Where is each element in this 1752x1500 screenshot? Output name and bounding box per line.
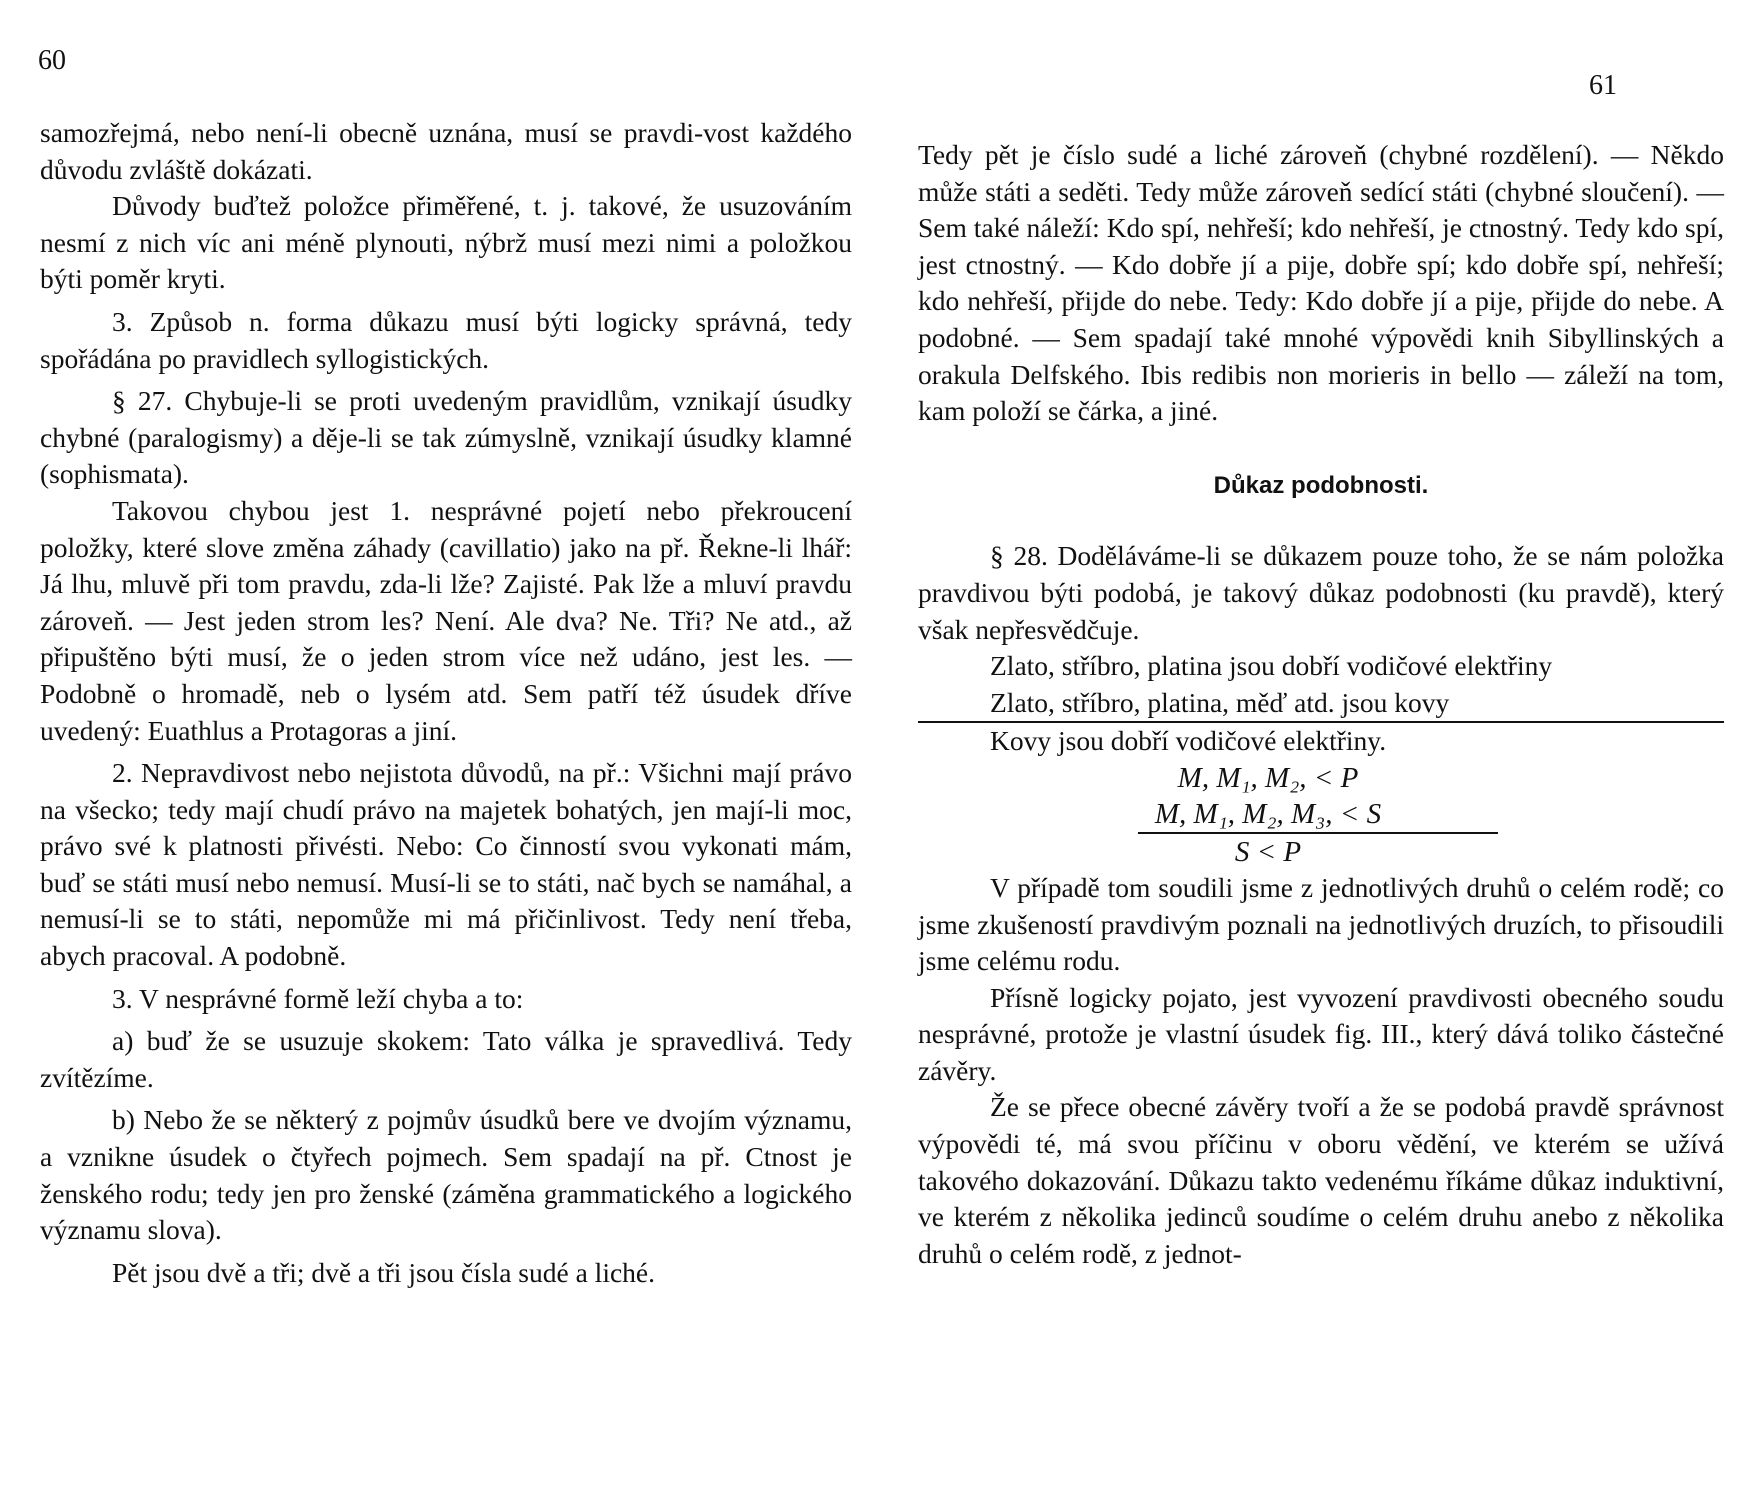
- formula-line-3: S < P: [1234, 835, 1302, 868]
- paragraph: Že se přece obecné závěry tvoří a že se podobá pravdě správnost výpovědi té, má svou příčinu v oboru vědění, ve kterém se užívá takového dokazování. Důkazu takto vedenému říkáme důkaz induktivní, ve kterém z několika jedinců soudíme o celém druhu anebo z několika druhů o celém rodě, z jednot-: [918, 1091, 1724, 1269]
- paragraph-section-28: § 28. Doděláváme-li se důkazem pouze toho, že se nám položka pravdivou býti podobá, je takový důkaz podobnosti (ku pravdě), který však nepřesvědčuje.: [918, 540, 1724, 645]
- section-heading: Důkaz podobnosti.: [1213, 471, 1429, 499]
- syllogism-premise-2: Zlato, stříbro, platina, měď atd. jsou kovy: [990, 686, 1450, 718]
- paragraph: samozřejmá, nebo není-li obecně uznána, musí se pravdi-vost každého důvodu zvláště dokázati.: [40, 117, 852, 185]
- page-number-left: 60: [38, 45, 66, 76]
- syllogism-premise-1: Zlato, stříbro, platina jsou dobří vodičové elektřiny: [990, 650, 1553, 682]
- paragraph: b) Nebo že se některý z pojmův úsudků bere ve dvojím významu, a vznikne úsudek o čtyřech pojmech. Sem spadají na př. Ctnost je ženského rodu; tedy jen pro ženské (záměna grammatického a logického významu slova).: [40, 1104, 852, 1246]
- formula-line-2: M, M₁, M₂, M₃, < S: [1154, 797, 1382, 830]
- paragraph: a) buď že se usuzuje skokem: Tato válka je spravedlivá. Tedy zvítězíme.: [40, 1025, 852, 1093]
- paragraph: 3. V nesprávné formě leží chyba a to:: [112, 982, 524, 1014]
- formula-line-1: M, M₁, M₂, < P: [1177, 761, 1359, 794]
- paragraph: Přísně logicky pojato, jest vyvození pravdivosti obecného soudu nesprávné, protože je vlastní úsudek fig. III., který dává toliko částečné závěry.: [918, 981, 1724, 1086]
- paragraph: Důvody buďtež položce přiměřené, t. j. takové, že usuzováním nesmí z nich víc ani méně plynouti, nýbrž musí mezi nimi a položkou býti poměr kryti.: [40, 190, 852, 295]
- syllogism-conclusion: Kovy jsou dobří vodičové elektřiny.: [990, 725, 1387, 757]
- page-number-right: 61: [1589, 70, 1617, 101]
- paragraph: 2. Nepravdivost nebo nejistota důvodů, na př.: Všichni mají právo na všecko; tedy mají chudí právo na majetek bohatých, jen mají-li moc, právo své k platnosti přivésti. Nebo: Co činností svou vykonati mám, buď se státi musí nebo nemusí. Musí-li se to státi, nač bych se namáhal, a nemusí-li se to státi, nepomůže mi má přičinlivost. Tedy není třeba, abych pracoval. A podobně.: [40, 757, 852, 972]
- right-page-text: [918, 137, 1724, 1272]
- paragraph: V případě tom soudili jsme z jednotlivých druhů o celém rodě; co jsme zkušeností pravdivým poznali na jednotlivých druzích, to přisoudili jsme celému rodu.: [918, 871, 1724, 977]
- paragraph: Takovou chybou jest 1. nesprávné pojetí nebo překroucení položky, které slove změna záhady (cavillatio) jako na př. Řekne-li lhář: Já lhu, mluvě při tom pravdu, zda-li lže? Zajisté. Pak lže a mluví pravdu zároveň. — Jest jeden strom les? Není. Ale dva? Ne. Tři? Ne atd., až připuštěno býti musí, že o jeden strom více než udáno, jest les. — Podobně o hromadě, neb o lysém atd. Sem patří též úsudek dříve uvedený: Euathlus a Protagoras a jiní.: [40, 494, 852, 746]
- paragraph: Pět jsou dvě a tři; dvě a tři jsou čísla sudé a liché.: [112, 1256, 655, 1288]
- left-page-text: [40, 115, 852, 1291]
- paragraph: 3. Způsob n. forma důkazu musí býti logicky správná, tedy spořádána po pravidlech syllogistických.: [40, 305, 852, 374]
- paragraph: Tedy pět je číslo sudé a liché zároveň (chybné rozdělení). — Někdo může státi a seděti. Tedy může zároveň sedící státi (chybné sloučení). — Sem také náleží: Kdo spí, nehřeší; kdo nehřeší, je ctnostný. Tedy kdo spí, jest ctnostný. — Kdo dobře jí a pije, dobře spí; kdo dobře spí, nehřeší; kdo nehřeší, přijde do nebe. Tedy: Kdo dobře jí a pije, přijde do nebe. A podobné. — Sem spadají také mnohé výpovědi knih Sibyllinských a orakula Delfského. Ibis redibis non morieris in bello — záleží na tom, kam položí se čárka, a jiné.: [918, 139, 1724, 427]
- paragraph-section-27: § 27. Chybuje-li se proti uvedeným pravidlům, vznikají úsudky chybné (paralogismy) a děje-li se tak zúmyslně, vznikají úsudky klamné (sophismata).: [40, 385, 852, 490]
